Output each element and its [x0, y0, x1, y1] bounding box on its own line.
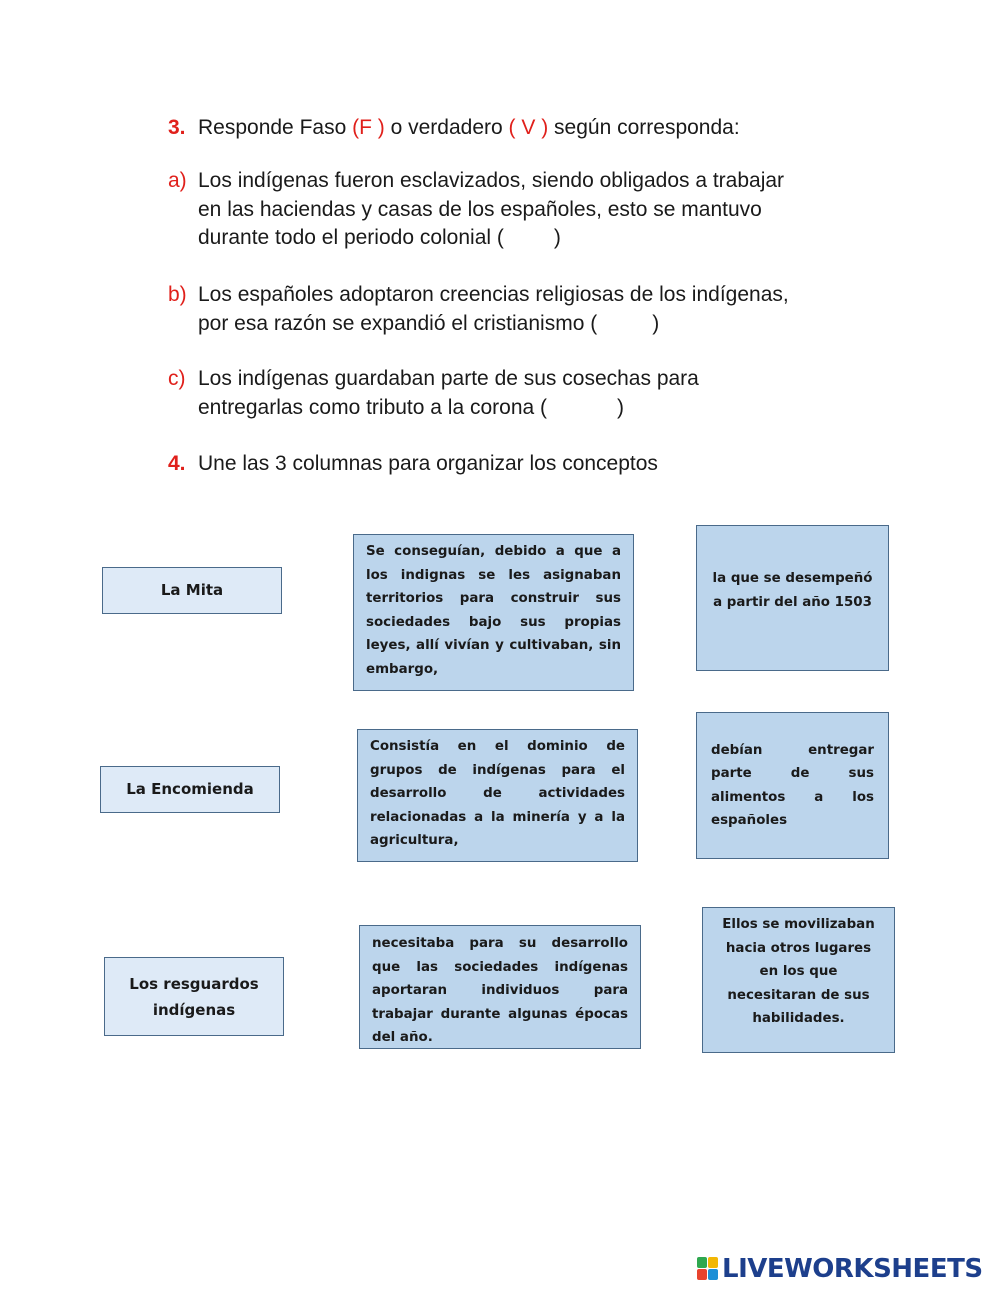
description-text: Consistía en el dominio de grupos de indígenas para el desarrollo de actividades relacionadas a la minería y a la agricultura, [370, 739, 625, 848]
ending-text: Ellos se movilizaban hacia otros lugares en los que necesitaran de sus habilidades. [722, 917, 875, 1026]
question-number: 3. [168, 116, 186, 139]
statement-line: durante todo el periodo colonial ( [198, 226, 504, 249]
heading-text: Une las 3 columnas para organizar los conceptos [198, 452, 658, 475]
description-box-3[interactable] [359, 925, 641, 1049]
ending-box-3[interactable] [702, 907, 895, 1053]
concept-label: La Mita [160, 580, 224, 599]
false-label: (F ) [352, 116, 385, 139]
statement-line: por esa razón se expandió el cristianismo ( [198, 311, 598, 335]
statement-line: Los indígenas guardaban parte de sus cosechas para [198, 367, 699, 390]
description-text: necesitaba para su desarrollo que las sociedades indígenas aportaran individuos para trabajar durante algunas épocas del año. [372, 936, 628, 1045]
answer-close: ) [652, 311, 660, 335]
statement-marker: c) [168, 367, 186, 390]
question-number: 4. [168, 452, 186, 475]
statement-marker: a) [168, 169, 187, 192]
ending-box-2[interactable] [696, 712, 889, 859]
description-box-1[interactable] [353, 534, 634, 691]
question-4-heading [168, 450, 658, 479]
question-3-heading [168, 114, 740, 143]
concept-label: Los resguardos indígenas [129, 974, 259, 1019]
statement-c [168, 365, 699, 422]
answer-close: ) [553, 226, 561, 249]
statement-line: entregarlas como tributo a la corona ( [198, 395, 548, 419]
concept-box-resguardos[interactable] [104, 957, 284, 1036]
statement-line: Los españoles adoptaron creencias religiosas de los indígenas, [198, 283, 789, 306]
answer-close: ) [617, 395, 625, 419]
ending-text: la que se desempeñó a partir del año 1503 [712, 571, 873, 610]
logo-text: LIVEWORKSHEETS [722, 1254, 983, 1284]
statement-line: Los indígenas fueron esclavizados, siendo obligados a trabajar [198, 169, 785, 192]
statement-a [168, 167, 784, 253]
concept-box-mita[interactable] [102, 567, 282, 614]
concept-label: La Encomienda [126, 779, 254, 798]
heading-text: según corresponda: [554, 116, 740, 139]
ending-box-1[interactable] [696, 525, 889, 671]
heading-text: o verdadero [390, 116, 503, 139]
concept-box-encomienda[interactable] [100, 766, 280, 813]
heading-text: Responde Faso [198, 116, 347, 139]
ending-text: debían entregar parte de sus alimentos a los españoles [711, 742, 874, 828]
true-label: ( V ) [508, 116, 549, 139]
logo-icon [697, 1257, 719, 1281]
liveworksheets-logo[interactable] [697, 1254, 983, 1284]
statement-b [168, 281, 789, 338]
statement-line: en las haciendas y casas de los españoles, esto se mantuvo [198, 197, 762, 221]
description-box-2[interactable] [357, 729, 638, 862]
description-text: Se conseguían, debido a que a los indignas se les asignaban territorios para construir sus sociedades bajo sus propias leyes, allí vivían y cultivaban, sin embargo, [366, 544, 621, 677]
statement-marker: b) [168, 283, 187, 306]
